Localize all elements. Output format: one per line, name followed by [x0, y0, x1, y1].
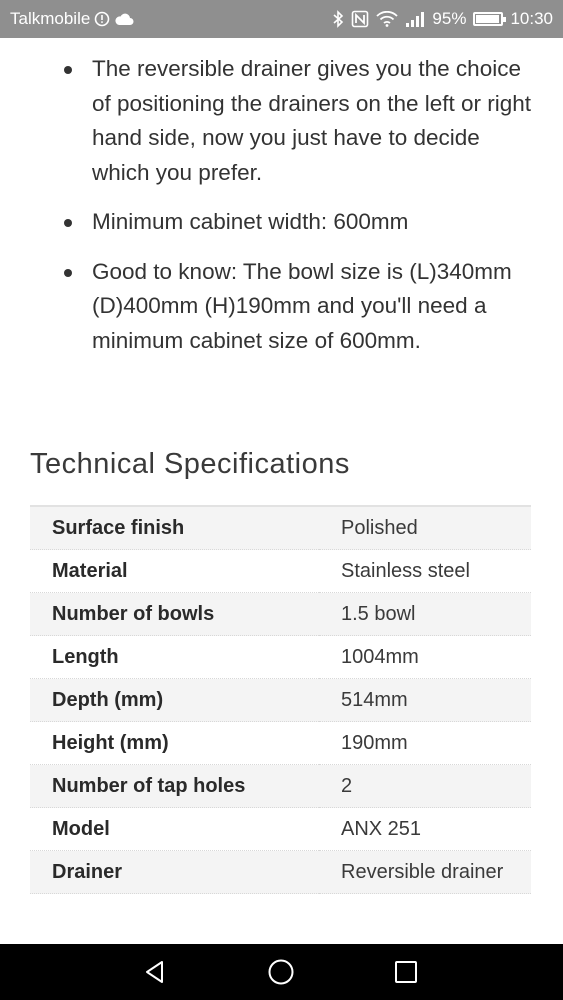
- table-row: [30, 765, 531, 808]
- spec-label: Number of tap holes: [30, 765, 319, 808]
- table-row: [30, 506, 531, 550]
- bullet-dot: [64, 66, 72, 74]
- spec-label: Material: [30, 550, 319, 593]
- clock: 10:30: [510, 9, 553, 28]
- spec-label: Number of bowls: [30, 593, 319, 636]
- list-item-text: The reversible drainer gives you the choice of positioning the drainers on the left or right hand side, now you just have to decide which you prefer.: [92, 56, 532, 185]
- back-icon[interactable]: [139, 956, 171, 988]
- bluetooth-icon: [332, 10, 344, 28]
- list-item: [0, 205, 563, 240]
- list-item-text: Minimum cabinet width: 600mm: [92, 209, 409, 234]
- bullet-dot: [64, 219, 72, 227]
- spec-label: Height (mm): [30, 722, 319, 765]
- battery-percent: 95%: [432, 9, 467, 28]
- spec-value: ANX 251: [319, 808, 531, 851]
- table-row: [30, 636, 531, 679]
- spec-value: 190mm: [319, 722, 531, 765]
- spec-table: [30, 505, 531, 894]
- table-row: [30, 550, 531, 593]
- table-row: [30, 851, 531, 894]
- spec-label: Length: [30, 636, 319, 679]
- spec-label: Surface finish: [30, 506, 319, 550]
- nfc-icon: [351, 10, 369, 28]
- table-row: [30, 679, 531, 722]
- spec-label: Drainer: [30, 851, 319, 894]
- list-item: [0, 52, 563, 190]
- table-row: [30, 808, 531, 851]
- table-row: [30, 722, 531, 765]
- wifi-icon: [376, 11, 398, 27]
- navigation-bar: [0, 944, 563, 1000]
- spec-value: Polished: [319, 506, 531, 550]
- spec-label: Model: [30, 808, 319, 851]
- spec-value: Stainless steel: [319, 550, 531, 593]
- recents-icon[interactable]: [390, 956, 422, 988]
- spec-value: 514mm: [319, 679, 531, 722]
- spec-value: 1.5 bowl: [319, 593, 531, 636]
- spec-label: Depth (mm): [30, 679, 319, 722]
- battery-icon: [473, 12, 503, 26]
- home-icon[interactable]: [265, 956, 297, 988]
- table-row: [30, 593, 531, 636]
- feature-list: [0, 52, 563, 373]
- alert-icon: [94, 11, 110, 27]
- spec-value: Reversible drainer: [319, 851, 531, 894]
- list-item: [0, 255, 563, 359]
- signal-icon: [405, 11, 425, 27]
- bullet-dot: [64, 269, 72, 277]
- status-bar: [0, 0, 563, 38]
- cloud-icon: [114, 12, 134, 26]
- spec-value: 1004mm: [319, 636, 531, 679]
- carrier-name: Talkmobile: [10, 9, 91, 28]
- section-title: Technical Specifications: [30, 448, 350, 480]
- spec-value: 2: [319, 765, 531, 808]
- list-item-text: Good to know: The bowl size is (L)340mm (D)400mm (H)190mm and you'll need a minimum cabinet size of 600mm.: [92, 258, 512, 353]
- page-content: [0, 38, 563, 944]
